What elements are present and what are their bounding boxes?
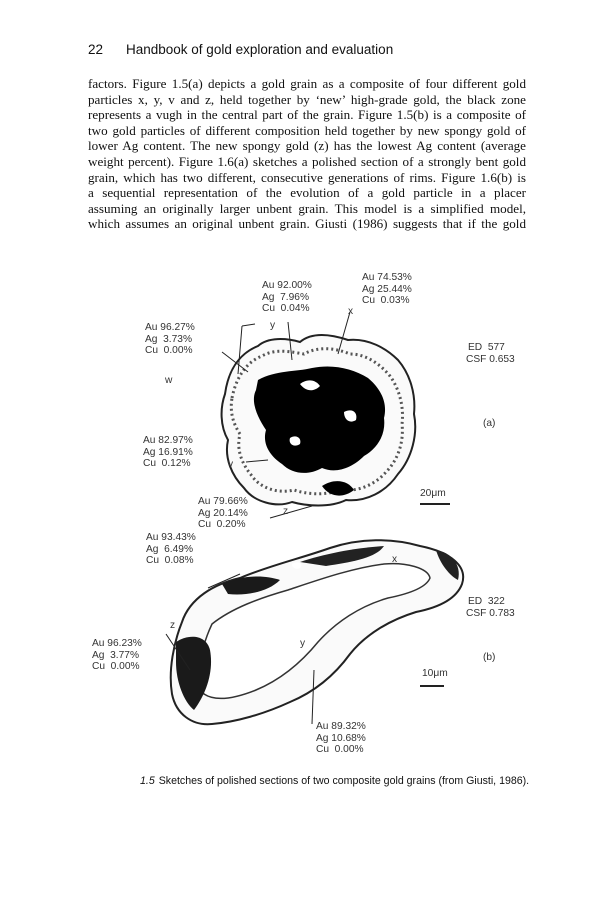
region-z-label: z [283,506,289,517]
figure-number: 1.5 [140,775,155,787]
region-x-label: x [348,306,354,317]
grain-a-sketch [222,335,416,506]
composition-a-left-top: Au 96.27% Ag 3.73% Cu 0.00% [145,322,195,356]
composition-b-left: Au 96.23% Ag 3.77% Cu 0.00% [92,638,142,672]
region-b-z-label: z [170,620,176,631]
composition-a-left-mid: Au 82.97% Ag 16.91% Cu 0.12% [143,435,193,469]
body-line: factors. Figure 1.5(a) depicts a gold grain as a composite of four different gold [88,76,526,91]
composition-a-top-right: Au 74.53% Ag 25.44% Cu 0.03% [362,272,412,306]
region-b-y-label: y [300,638,306,649]
ed-value-a: ED 577 [468,342,505,353]
caption-text: Sketches of polished sections of two composite gold grains (from Giusti, 1986). [158,775,530,787]
gold-grain-sketches [0,262,600,782]
figure-1-5 [0,262,600,782]
composition-b-top: Au 93.43% Ag 6.49% Cu 0.08% [146,532,196,566]
region-y-label: y [270,320,276,331]
body-line: which assumes an original unbent grain. Giusti (1986) suggests that if the gold [88,216,526,232]
region-b-x-label: x [392,554,398,565]
grain-b-sketch [171,540,463,724]
body-line: represents a vugh in the central part of the grain. Figure 1.5(b) is a composite of [88,107,526,123]
page-number: 22 [88,42,104,57]
region-v-label: v [228,459,234,470]
running-header [88,42,393,57]
region-w-label: w [165,375,173,386]
figure-caption [140,774,530,788]
body-paragraph [88,76,526,232]
body-line: assuming an originally larger unbent grain. This model is a simplified model, [88,200,526,216]
ed-value-b: ED 322 [468,596,505,607]
scale-bar-a-label: 20μm [420,488,446,499]
composition-b-bottom: Au 89.32% Ag 10.68% Cu 0.00% [316,721,366,755]
composition-a-top-center: Au 92.00% Ag 7.96% Cu 0.04% [262,280,312,314]
panel-label-b: (b) [483,652,496,663]
csf-value-b: CSF 0.783 [466,608,515,619]
body-line: grain, which has two different, consecutive generations of rims. Figure 1.6(b) is [88,169,526,185]
csf-value-a: CSF 0.653 [466,354,515,365]
scale-bar-b-label: 10μm [422,668,448,679]
panel-label-a: (a) [483,418,496,429]
running-title: Handbook of gold exploration and evaluation [126,42,394,57]
body-line: particles x, y, v and z, held together by ‘new’ high-grade gold, the black zone [88,91,526,107]
composition-a-bottom: Au 79.66% Ag 20.14% Cu 0.20% [198,496,248,530]
body-line: weight percent). Figure 1.6(a) sketches a polished section of a strongly bent gold [88,153,526,169]
body-line: a sequential representation of the evolution of a gold particle in a placer [88,185,526,201]
body-line: two gold particles of different composition held together by new spongy gold of [88,122,526,138]
body-line: lower Ag content. The new spongy gold (z) has the lowest Ag content (average [88,138,526,154]
